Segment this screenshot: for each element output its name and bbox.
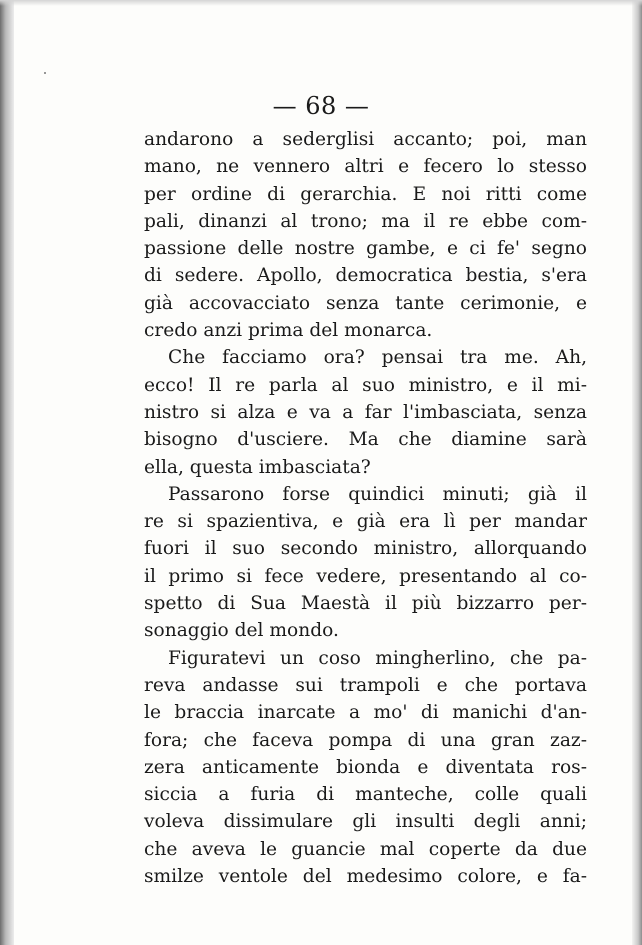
text-line: fora; che faceva pompa di una gran zaz-: [144, 729, 587, 751]
page-right-edge-shadow: [632, 0, 642, 945]
text-line: zera anticamente bionda e diventata ros-: [144, 756, 587, 778]
text-line: re si spazientiva, e già era lì per mandar: [144, 511, 587, 533]
text-line: Che facciamo ora? pensai tra me. Ah,: [168, 347, 587, 369]
text-line: siccia a furia di manteche, colle quali: [144, 784, 587, 806]
text-line: pali, dinanzi al trono; ma il re ebbe com-: [144, 210, 587, 232]
text-line: voleva dissimulare gli insulti degli anni;: [144, 811, 587, 833]
text-line: di sedere. Apollo, democratica bestia, s'era: [144, 265, 587, 287]
text-line: spetto di Sua Maestà il più bizzarro per-: [144, 593, 587, 615]
text-line: Passarono forse quindici minuti; già il: [168, 483, 587, 505]
text-line: smilze ventole del medesimo colore, e fa-: [144, 866, 587, 888]
text-line: nistro si alza e va a far l'imbasciata, senza: [144, 401, 587, 423]
text-line: reva andasse sui trampoli e che portava: [144, 674, 587, 696]
page-top-edge-shadow: [0, 0, 642, 6]
text-line: andarono a sederglisi accanto; poi, man: [144, 129, 587, 150]
text-line: sonaggio del mondo.: [144, 620, 339, 642]
text-line: fuori il suo secondo ministro, allorquando: [144, 538, 587, 560]
text-line: ella, questa imbasciata?: [144, 456, 371, 478]
text-line: passione delle nostre gambe, e ci fe' segno: [144, 238, 587, 260]
text-line: che aveva le guancie mal coperte da due: [144, 838, 587, 860]
text-line: le braccia inarcate a mo' di manichi d'an-: [144, 702, 587, 724]
page-body-text: [144, 126, 587, 890]
text-line: mano, ne vennero altri e fecero lo stesso: [144, 156, 587, 178]
text-line: bisogno d'usciere. Ma che diamine sarà: [144, 429, 587, 451]
text-line: credo anzi prima del monarca.: [144, 320, 433, 342]
text-line: Figuratevi un coso mingherlino, che pa-: [168, 647, 587, 669]
page-number: — 68 —: [272, 92, 370, 120]
paper-speck: [44, 72, 46, 74]
text-line: il primo si fece vedere, presentando al co-: [144, 565, 587, 587]
page-left-edge-shadow: [0, 0, 14, 945]
text-line: per ordine di gerarchia. E noi ritti come: [144, 183, 587, 205]
text-line: già accovacciato senza tante cerimonie, e: [144, 292, 587, 314]
text-line: ecco! Il re parla al suo ministro, e il mi-: [144, 374, 587, 396]
